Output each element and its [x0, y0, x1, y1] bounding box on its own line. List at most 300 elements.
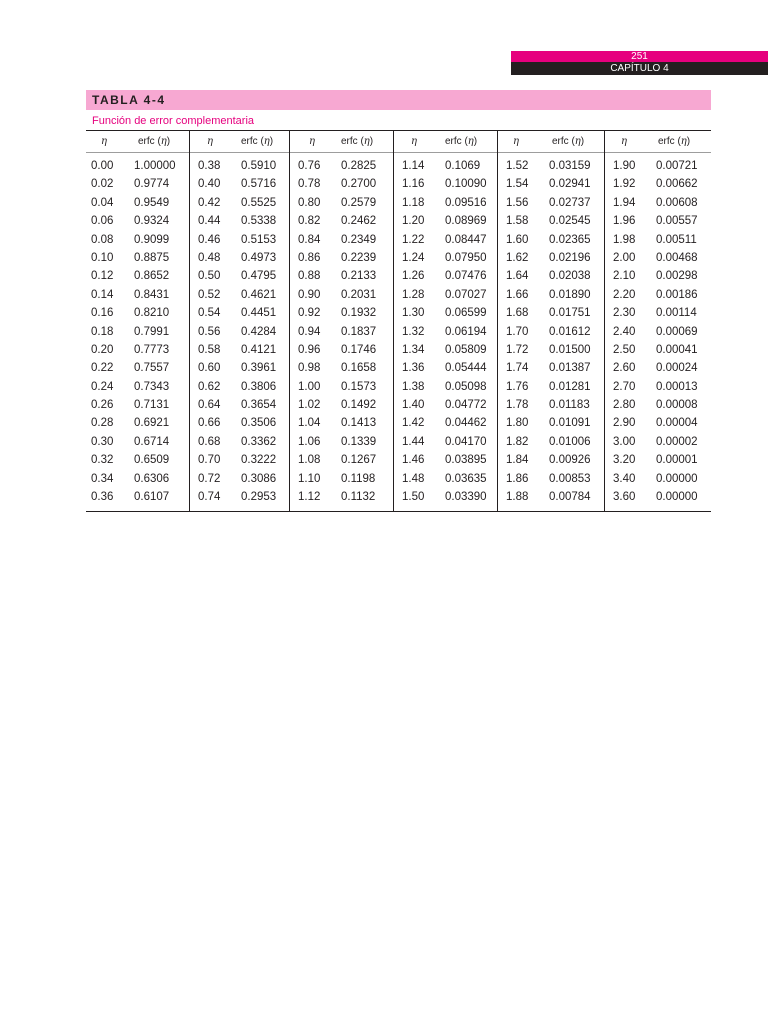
eta-cell: 1.24 [402, 251, 425, 264]
eta-cell: 0.74 [198, 491, 221, 504]
table-column-group [86, 131, 190, 511]
table-row [498, 157, 604, 175]
eta-cell: 0.18 [91, 325, 114, 338]
column-header-erfc-var: η [263, 136, 270, 147]
erfc-cell: 0.9324 [134, 215, 170, 228]
erfc-cell: 0.8431 [134, 288, 170, 301]
erfc-cell: 0.00013 [656, 380, 698, 393]
erfc-cell: 0.02038 [549, 270, 591, 283]
eta-cell: 0.04 [91, 196, 114, 209]
erfc-cell: 0.08447 [445, 233, 487, 246]
eta-cell: 1.52 [506, 160, 529, 172]
table-row [86, 249, 189, 267]
table-row [605, 194, 711, 212]
table-row [190, 396, 289, 414]
erfc-cell: 0.03635 [445, 472, 487, 485]
erfc-cell: 0.9774 [134, 178, 170, 191]
table-row [190, 414, 289, 432]
erfc-cell: 0.8875 [134, 251, 170, 264]
eta-cell: 0.96 [298, 343, 321, 356]
eta-cell: 1.50 [402, 491, 425, 504]
erfc-cell: 0.01612 [549, 325, 591, 338]
eta-cell: 1.08 [298, 454, 321, 467]
table-row [86, 341, 189, 359]
table-row [86, 304, 189, 322]
table-row [190, 286, 289, 304]
erfc-cell: 0.2133 [341, 270, 377, 283]
table-row [394, 359, 497, 377]
table-row [86, 157, 189, 175]
table-row [498, 323, 604, 341]
table-row [498, 175, 604, 193]
erfc-cell: 0.3506 [241, 417, 277, 430]
erfc-cell: 0.1069 [445, 160, 481, 172]
column-header-erfc-suffix: ) [473, 136, 478, 147]
eta-cell: 0.44 [198, 215, 221, 228]
erfc-cell: 0.9549 [134, 196, 170, 209]
table-row [394, 488, 497, 506]
erfc-cell: 0.07950 [445, 251, 487, 264]
column-header-erfc-prefix: erfc ( [341, 136, 364, 147]
erfc-cell: 0.01387 [549, 362, 591, 375]
table-row [394, 341, 497, 359]
erfc-cell: 0.00784 [549, 491, 591, 504]
table-row [394, 194, 497, 212]
eta-cell: 1.80 [506, 417, 529, 430]
eta-cell: 0.28 [91, 417, 114, 430]
erfc-cell: 0.00004 [656, 417, 698, 430]
erfc-cell: 0.05444 [445, 362, 487, 375]
erfc-cell: 0.2349 [341, 233, 377, 246]
eta-cell: 1.92 [613, 178, 636, 191]
table-row [190, 304, 289, 322]
eta-cell: 0.60 [198, 362, 221, 375]
eta-cell: 1.64 [506, 270, 529, 283]
erfc-cell: 0.1198 [341, 472, 376, 485]
erfc-cell: 0.00041 [656, 343, 698, 356]
column-header-erfc [658, 135, 690, 149]
column-header-erfc-var: η [574, 136, 581, 147]
eta-cell: 0.22 [91, 362, 114, 375]
table-row [86, 378, 189, 396]
eta-cell: 1.38 [402, 380, 425, 393]
erfc-cell: 0.8210 [134, 307, 170, 320]
table-column-group [498, 131, 605, 511]
eta-cell: 1.18 [402, 196, 425, 209]
table-row [86, 396, 189, 414]
table-row [86, 286, 189, 304]
table-row [190, 470, 289, 488]
erfc-cell: 0.00468 [656, 251, 698, 264]
erfc-cell: 0.4451 [241, 307, 277, 320]
header-rule [86, 152, 189, 153]
table-row [605, 378, 711, 396]
table-row [86, 323, 189, 341]
erfc-cell: 0.00853 [549, 472, 591, 485]
column-header-eta: η [207, 136, 213, 147]
eta-cell: 0.64 [198, 399, 221, 412]
erfc-cell: 0.01751 [549, 307, 591, 320]
eta-cell: 0.14 [91, 288, 114, 301]
eta-cell: 0.06 [91, 215, 114, 228]
erfc-cell: 0.00000 [656, 472, 698, 485]
table-row [498, 470, 604, 488]
eta-cell: 1.76 [506, 380, 529, 393]
header-rule [498, 152, 604, 153]
column-header-eta: η [101, 136, 107, 147]
column-header-eta: η [309, 136, 315, 147]
table-row [605, 488, 711, 506]
page-header [511, 51, 768, 75]
erfc-cell: 0.00608 [656, 196, 698, 209]
erfc-cell: 0.01006 [549, 435, 591, 448]
erfc-cell: 0.6921 [134, 417, 170, 430]
erfc-cell: 0.3086 [241, 472, 277, 485]
erfc-cell: 0.04772 [445, 399, 487, 412]
eta-cell: 1.12 [298, 491, 321, 504]
erfc-cell: 0.1658 [341, 362, 377, 375]
table-row [605, 470, 711, 488]
table-column-group [394, 131, 498, 511]
eta-cell: 0.62 [198, 380, 221, 393]
eta-cell: 1.16 [402, 178, 425, 191]
erfc-cell: 0.5338 [241, 215, 277, 228]
eta-cell: 1.66 [506, 288, 529, 301]
table-row [605, 451, 711, 469]
table-row [498, 359, 604, 377]
table-title-bar [86, 90, 711, 110]
eta-cell: 1.78 [506, 399, 529, 412]
erfc-cell: 0.1746 [341, 343, 377, 356]
eta-cell: 3.00 [613, 435, 636, 448]
eta-cell: 0.10 [91, 251, 114, 264]
eta-cell: 2.90 [613, 417, 636, 430]
erfc-cell: 0.02365 [549, 233, 591, 246]
table-row [86, 231, 189, 249]
erfc-cell: 0.2579 [341, 196, 377, 209]
eta-cell: 0.78 [298, 178, 321, 191]
eta-cell: 0.24 [91, 380, 114, 393]
table-row [190, 175, 289, 193]
table-row [190, 488, 289, 506]
column-header-erfc-prefix: erfc ( [241, 136, 264, 147]
table-row [290, 157, 393, 175]
eta-cell: 1.14 [402, 160, 425, 172]
eta-cell: 1.20 [402, 215, 425, 228]
eta-cell: 1.36 [402, 362, 425, 375]
erfc-cell: 0.00721 [656, 160, 698, 172]
column-header-erfc-suffix: ) [269, 136, 274, 147]
erfc-cell: 0.2239 [341, 251, 377, 264]
eta-cell: 3.60 [613, 491, 636, 504]
table-row [605, 212, 711, 230]
header-rule [394, 152, 497, 153]
table-row [86, 470, 189, 488]
table-row [605, 414, 711, 432]
table-rows [290, 157, 393, 506]
table-row [394, 212, 497, 230]
erfc-cell: 0.3362 [241, 435, 277, 448]
table-row [605, 433, 711, 451]
eta-cell: 1.90 [613, 160, 636, 172]
eta-cell: 0.26 [91, 399, 114, 412]
column-header-erfc-suffix: ) [580, 136, 585, 147]
erfc-cell: 0.6107 [134, 491, 170, 504]
eta-cell: 3.40 [613, 472, 636, 485]
table-title: TABLA 4-4 [92, 93, 166, 107]
eta-cell: 0.40 [198, 178, 221, 191]
erfc-cell: 0.01183 [549, 399, 590, 412]
table-row [190, 267, 289, 285]
erfc-cell: 0.1837 [341, 325, 377, 338]
table-rows [605, 157, 711, 506]
erfc-cell: 0.07027 [445, 288, 487, 301]
erfc-cell: 0.03895 [445, 454, 487, 467]
table-row [86, 488, 189, 506]
erfc-cell: 0.1267 [341, 454, 377, 467]
table-row [605, 267, 711, 285]
erfc-cell: 0.00114 [656, 307, 697, 320]
table-row [290, 378, 393, 396]
column-header-erfc [445, 135, 477, 149]
erfc-cell: 0.7991 [134, 325, 170, 338]
eta-cell: 0.56 [198, 325, 221, 338]
erfc-cell: 0.01091 [549, 417, 591, 430]
erfc-cell: 0.01500 [549, 343, 591, 356]
column-header-erfc [138, 135, 170, 149]
eta-cell: 0.32 [91, 454, 114, 467]
erfc-cell: 0.00001 [656, 454, 698, 467]
table-row [498, 231, 604, 249]
erfc-cell: 0.06599 [445, 307, 487, 320]
table-row [190, 231, 289, 249]
eta-cell: 0.16 [91, 307, 114, 320]
erfc-cell: 0.5525 [241, 196, 277, 209]
eta-cell: 0.38 [198, 160, 221, 172]
eta-cell: 0.92 [298, 307, 321, 320]
eta-cell: 0.46 [198, 233, 221, 246]
eta-cell: 2.20 [613, 288, 636, 301]
erfc-cell: 0.09516 [445, 196, 487, 209]
table-row [498, 286, 604, 304]
table-row [394, 267, 497, 285]
eta-cell: 0.30 [91, 435, 114, 448]
table-column-group [190, 131, 290, 511]
table-row [605, 175, 711, 193]
chapter-label: CAPÍTULO 4 [511, 62, 768, 75]
table-row [498, 212, 604, 230]
table-row [190, 433, 289, 451]
eta-cell: 0.52 [198, 288, 221, 301]
erfc-cell: 0.3806 [241, 380, 277, 393]
eta-cell: 1.28 [402, 288, 425, 301]
erfc-cell: 0.00662 [656, 178, 698, 191]
eta-cell: 3.20 [613, 454, 636, 467]
erfc-cell: 0.8652 [134, 270, 170, 283]
column-header-erfc-prefix: erfc ( [138, 136, 161, 147]
table-rows [498, 157, 604, 506]
eta-cell: 1.44 [402, 435, 425, 448]
erfc-cell: 0.4795 [241, 270, 277, 283]
column-header-erfc [552, 135, 584, 149]
eta-cell: 1.62 [506, 251, 529, 264]
eta-cell: 0.98 [298, 362, 321, 375]
eta-cell: 1.04 [298, 417, 321, 430]
table-row [290, 451, 393, 469]
table-row [190, 341, 289, 359]
table-row [394, 433, 497, 451]
page-number: 251 [511, 51, 768, 62]
erfc-cell: 0.00186 [656, 288, 698, 301]
table-row [394, 323, 497, 341]
eta-cell: 0.76 [298, 160, 321, 172]
table-row [190, 451, 289, 469]
column-header-erfc-suffix: ) [166, 136, 171, 147]
column-header-erfc [341, 135, 373, 149]
table-row [605, 323, 711, 341]
table-row [290, 488, 393, 506]
erfc-cell: 0.00557 [656, 215, 698, 228]
erfc-cell: 0.00926 [549, 454, 591, 467]
eta-cell: 1.88 [506, 491, 529, 504]
erfc-cell: 0.2825 [341, 160, 377, 172]
eta-cell: 1.96 [613, 215, 636, 228]
eta-cell: 0.50 [198, 270, 221, 283]
table-row [190, 359, 289, 377]
header-rule [290, 152, 393, 153]
erfc-cell: 0.4621 [241, 288, 277, 301]
erfc-cell: 0.6509 [134, 454, 170, 467]
table-row [86, 451, 189, 469]
table-row [605, 286, 711, 304]
table-row [86, 175, 189, 193]
column-header-erfc-var: η [467, 136, 474, 147]
table-row [605, 304, 711, 322]
table-row [86, 267, 189, 285]
eta-cell: 0.80 [298, 196, 321, 209]
eta-cell: 1.06 [298, 435, 321, 448]
erfc-cell: 0.5716 [241, 178, 277, 191]
eta-cell: 0.34 [91, 472, 114, 485]
table-row [394, 378, 497, 396]
erfc-table [86, 130, 711, 512]
eta-cell: 0.02 [91, 178, 114, 191]
eta-cell: 0.68 [198, 435, 221, 448]
eta-cell: 1.60 [506, 233, 529, 246]
table-row [498, 488, 604, 506]
erfc-cell: 0.06194 [445, 325, 487, 338]
erfc-cell: 0.10090 [445, 178, 487, 191]
column-header-erfc-var: η [680, 136, 687, 147]
table-caption: Función de error complementaria [92, 115, 255, 127]
eta-cell: 1.94 [613, 196, 636, 209]
eta-cell: 0.88 [298, 270, 321, 283]
table-row [290, 267, 393, 285]
table-row [605, 341, 711, 359]
table-row [605, 359, 711, 377]
eta-cell: 1.22 [402, 233, 425, 246]
erfc-cell: 0.1413 [341, 417, 377, 430]
eta-cell: 0.08 [91, 233, 114, 246]
erfc-cell: 0.02737 [549, 196, 591, 209]
eta-cell: 1.70 [506, 325, 529, 338]
table-row [290, 304, 393, 322]
erfc-cell: 0.00008 [656, 399, 698, 412]
erfc-cell: 0.7557 [134, 362, 170, 375]
erfc-cell: 0.00069 [656, 325, 698, 338]
table-row [605, 396, 711, 414]
table-row [86, 194, 189, 212]
table-rows [86, 157, 189, 506]
erfc-cell: 0.4284 [241, 325, 277, 338]
eta-cell: 0.94 [298, 325, 321, 338]
table-row [498, 267, 604, 285]
erfc-cell: 0.01281 [549, 380, 591, 393]
erfc-cell: 0.1339 [341, 435, 377, 448]
eta-cell: 0.12 [91, 270, 114, 283]
eta-cell: 0.42 [198, 196, 221, 209]
eta-cell: 2.30 [613, 307, 636, 320]
eta-cell: 0.36 [91, 491, 114, 504]
table-row [290, 231, 393, 249]
erfc-cell: 0.1573 [341, 380, 377, 393]
table-row [394, 451, 497, 469]
table-row [498, 249, 604, 267]
table-row [290, 286, 393, 304]
eta-cell: 1.10 [298, 472, 321, 485]
table-row [394, 414, 497, 432]
table-row [394, 157, 497, 175]
erfc-cell: 0.1492 [341, 399, 377, 412]
eta-cell: 2.40 [613, 325, 636, 338]
table-row [290, 470, 393, 488]
table-row [86, 414, 189, 432]
eta-cell: 1.82 [506, 435, 529, 448]
table-column-group [605, 131, 711, 511]
column-header-erfc-suffix: ) [369, 136, 374, 147]
erfc-cell: 0.2462 [341, 215, 377, 228]
eta-cell: 1.42 [402, 417, 425, 430]
erfc-cell: 0.3222 [241, 454, 277, 467]
erfc-cell: 0.02545 [549, 215, 591, 228]
table-row [498, 341, 604, 359]
erfc-cell: 0.4973 [241, 251, 277, 264]
eta-cell: 1.00 [298, 380, 321, 393]
table-row [290, 323, 393, 341]
erfc-cell: 0.3654 [241, 399, 277, 412]
eta-cell: 1.86 [506, 472, 529, 485]
table-row [605, 231, 711, 249]
eta-cell: 1.74 [506, 362, 529, 375]
erfc-cell: 0.4121 [241, 343, 277, 356]
eta-cell: 1.48 [402, 472, 425, 485]
erfc-cell: 0.6714 [134, 435, 170, 448]
column-header-eta: η [513, 136, 519, 147]
erfc-cell: 0.03159 [549, 160, 591, 172]
erfc-cell: 0.6306 [134, 472, 170, 485]
column-header-erfc-var: η [363, 136, 370, 147]
erfc-cell: 0.00000 [656, 491, 698, 504]
eta-cell: 2.10 [613, 270, 636, 283]
eta-cell: 0.70 [198, 454, 221, 467]
erfc-cell: 0.07476 [445, 270, 487, 283]
eta-cell: 1.30 [402, 307, 425, 320]
erfc-cell: 0.2700 [341, 178, 377, 191]
erfc-cell: 0.04170 [445, 435, 487, 448]
table-row [86, 433, 189, 451]
erfc-cell: 0.02941 [549, 178, 591, 191]
erfc-cell: 0.08969 [445, 215, 487, 228]
